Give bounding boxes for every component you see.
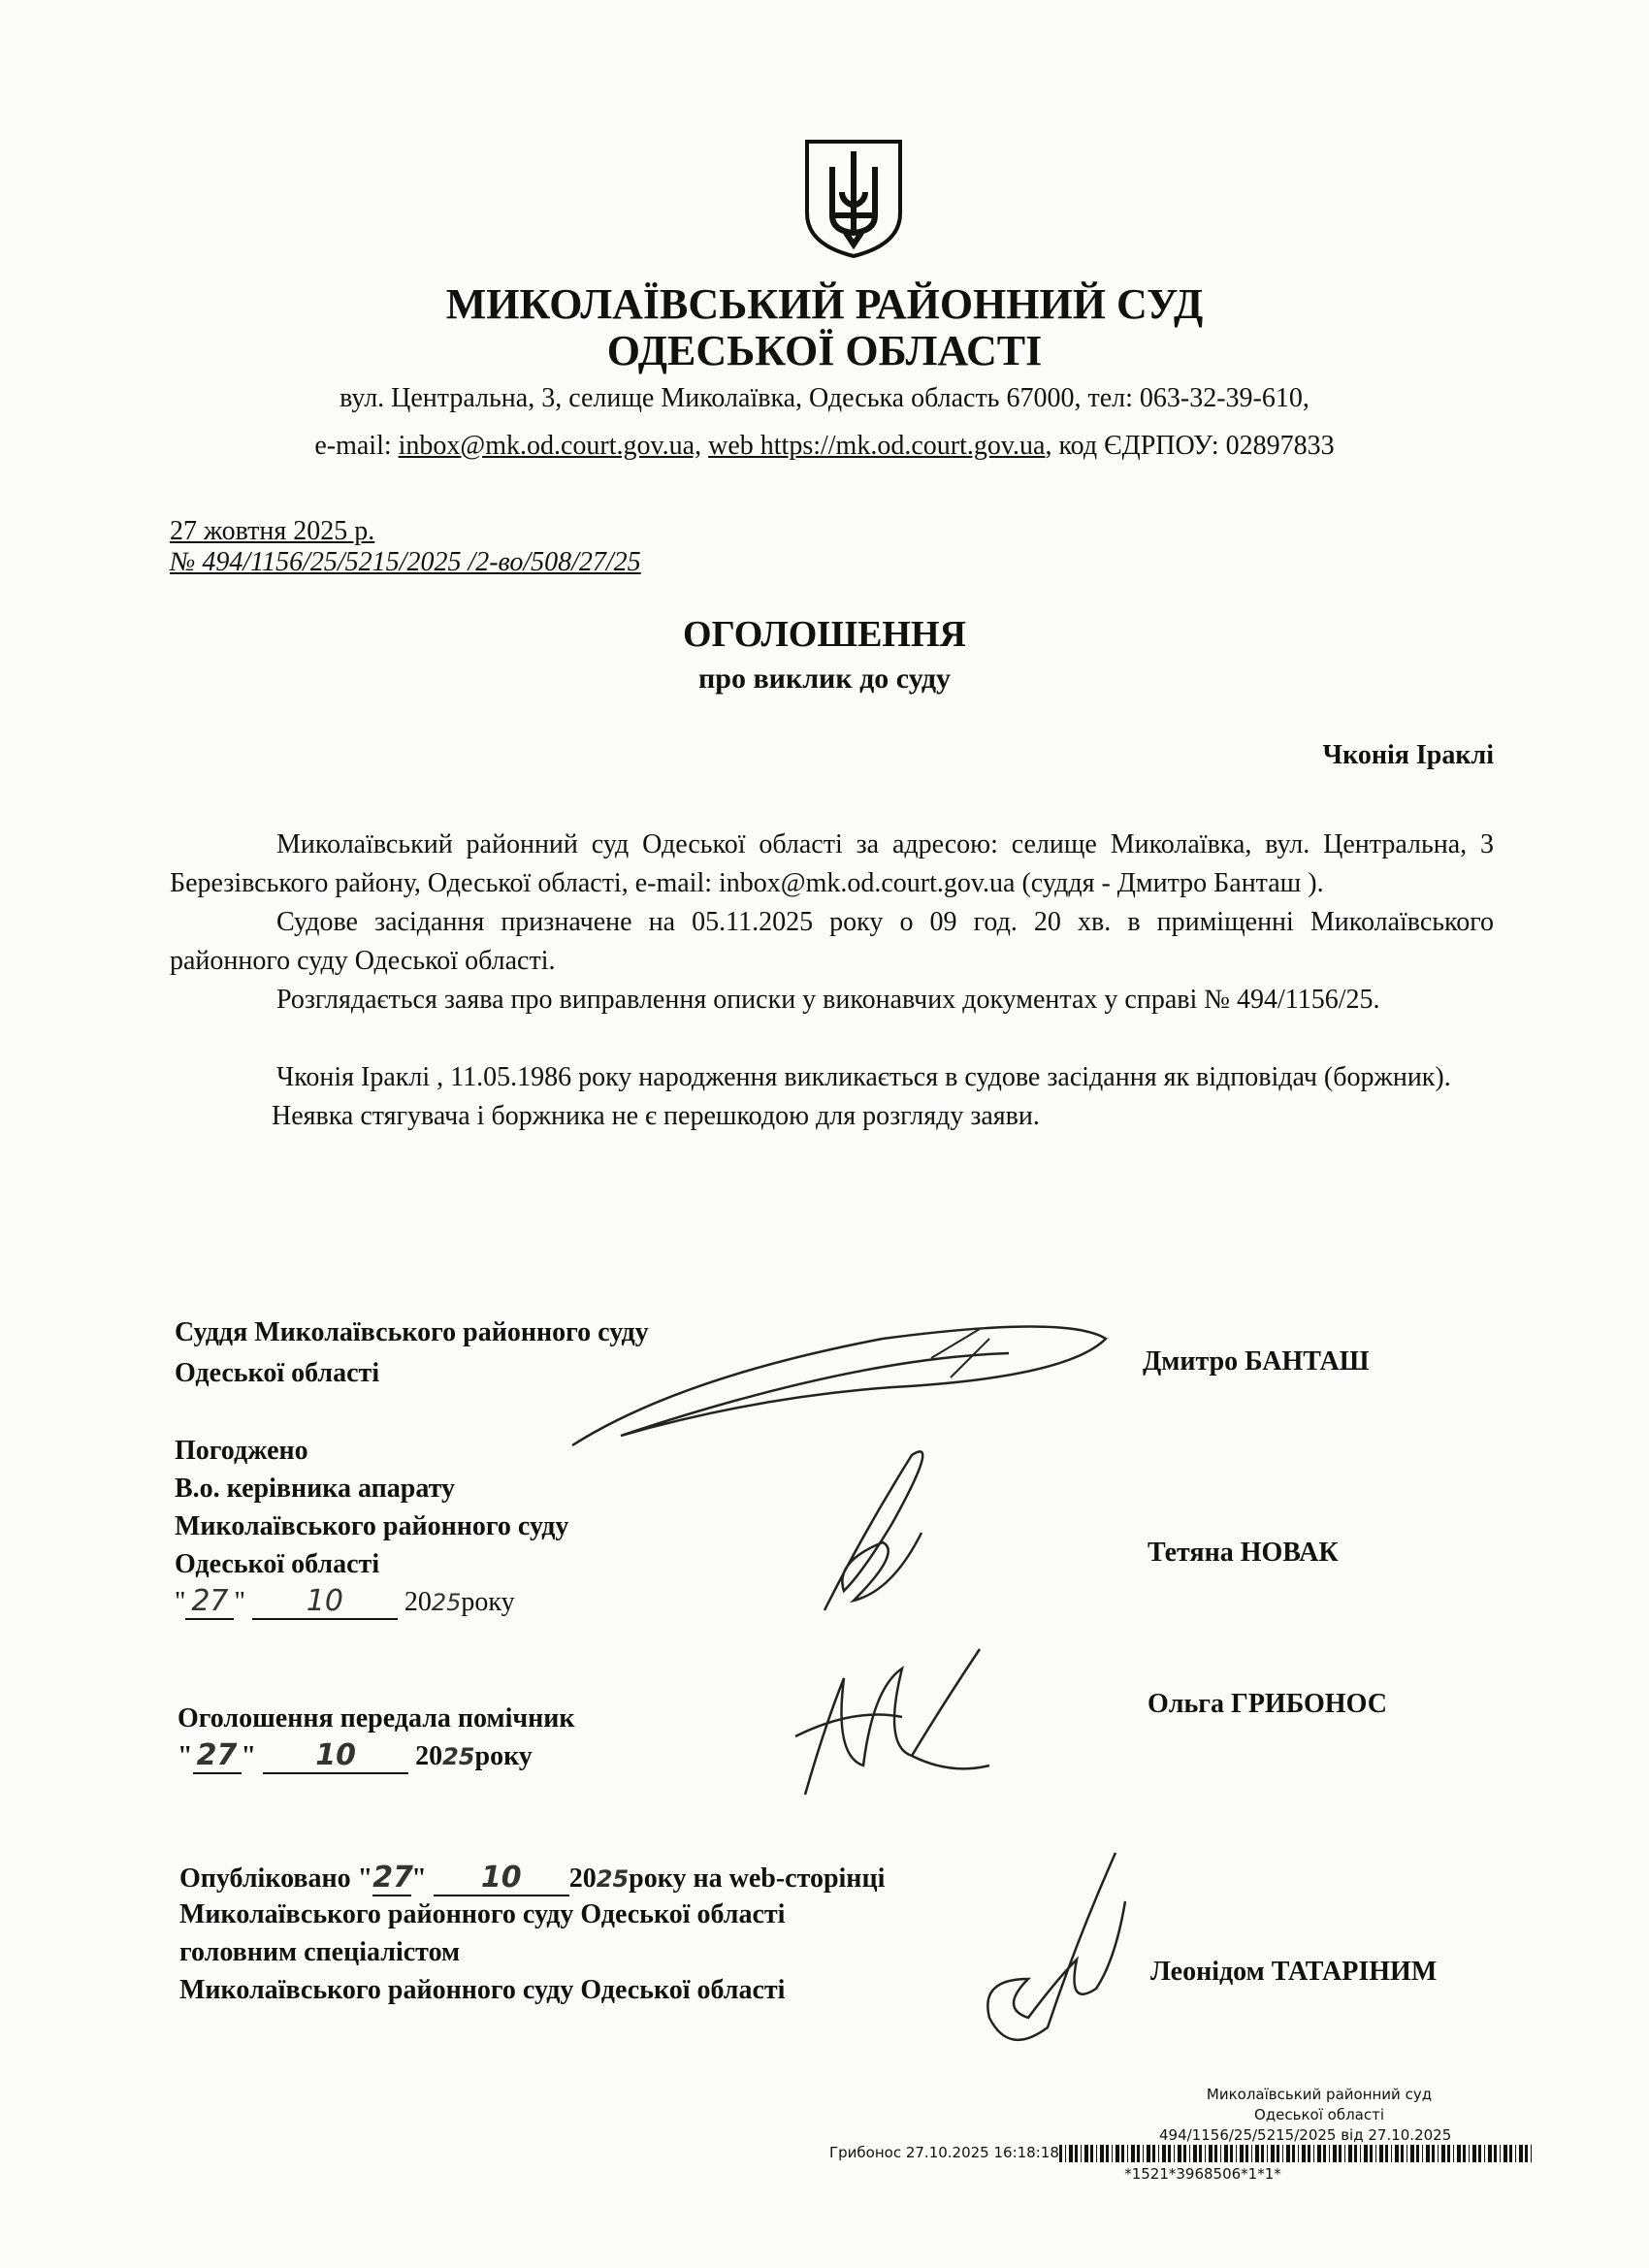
- announcement-body: [170, 826, 1494, 1136]
- document-number: № 494/1156/25/5215/2025 /2-во/508/27/25: [170, 547, 641, 577]
- published-line1: Опубліковано "27" 10 2025року на web-сторінці: [179, 1861, 886, 1895]
- roku-label: року: [461, 1587, 515, 1617]
- published-month: 10: [434, 1861, 569, 1896]
- court-name-line1: МИКОЛАЇВСЬКИЙ РАЙОННИЙ СУД: [445, 280, 1204, 328]
- signature-published: [970, 1843, 1135, 2057]
- web-link[interactable]: web https://mk.od.court.gov.ua: [708, 431, 1046, 461]
- addressee: Чконія Іраклі: [1322, 740, 1494, 770]
- year-prefix: 20: [415, 1741, 443, 1771]
- signature-judge: [563, 1319, 1145, 1455]
- published-year: 25: [596, 1865, 630, 1893]
- assistant-date: " 27 " 10 2025року: [178, 1738, 533, 1772]
- document-date: 27 жовтня 2025 р.: [170, 516, 375, 546]
- judge-title-line1: Суддя Миколаївського районного суду: [175, 1317, 649, 1347]
- signature-assistant: [776, 1630, 999, 1804]
- agreed-line3: Одеської області: [175, 1549, 380, 1579]
- court-name-line2: ОДЕСЬКОЇ ОБЛАСТІ: [606, 327, 1043, 374]
- signature-agreed: [805, 1445, 951, 1620]
- agreed-line2: Миколаївського районного суду: [175, 1511, 569, 1541]
- announcement-title: ОГОЛОШЕННЯ: [683, 614, 966, 655]
- published-label: Опубліковано: [179, 1863, 351, 1894]
- agreed-name: Тетяна НОВАК: [1148, 1538, 1339, 1568]
- stamp-user-time: [829, 2144, 1535, 2162]
- barcode-text: *1521*3968506*1*1*: [1124, 2165, 1281, 2183]
- assistant-day: 27: [193, 1738, 242, 1774]
- court-contacts: [0, 431, 1649, 462]
- assistant-name: Ольга ГРИБОНОС: [1148, 1689, 1387, 1719]
- assistant-year: 25: [442, 1743, 475, 1770]
- agreed-date: " 27 " 10 2025року: [175, 1584, 515, 1618]
- barcode: [1059, 2145, 1535, 2162]
- roku-label: року: [474, 1741, 533, 1771]
- published-day: 27: [372, 1861, 413, 1895]
- edrpou-code: , код ЄДРПОУ: 02897833: [1045, 431, 1335, 461]
- assistant-month: 10: [263, 1738, 408, 1774]
- announcement-subtitle: про виклик до суду: [697, 663, 952, 695]
- stamp-region: Одеської області: [1253, 2106, 1385, 2123]
- published-line2: Миколаївського районного суду Одеської області: [179, 1899, 786, 1929]
- email-link[interactable]: inbox@mk.od.court.gov.ua,: [398, 431, 702, 461]
- published-line4: Миколаївського районного суду Одеської області: [179, 1975, 786, 2005]
- paragraph-case-subject: Розглядається заява про виправлення описки у виконавчих документах у справі № 494/1156/25.: [276, 985, 1380, 1015]
- published-suffix: року на web-сторінці: [629, 1863, 886, 1894]
- coat-of-arms-icon: [803, 138, 904, 260]
- paragraph-court-info: Миколаївський районний суд Одеської області за адресою: селище Миколаївка, вул. Центральна, 3 Березівського району, Одеської області, e-mail: inbox@mk.od.court.gov.ua (суддя - Дмитро Банташ ).: [170, 829, 1494, 898]
- stamp-user-time-text: Грибонос 27.10.2025 16:18:18: [829, 2144, 1059, 2161]
- assistant-line: Оголошення передала помічник: [178, 1703, 575, 1733]
- judge-title-line2: Одеської області: [175, 1358, 380, 1388]
- agreed-month: 10: [252, 1584, 398, 1620]
- agreed-year: 25: [431, 1589, 462, 1616]
- email-label: e-mail:: [314, 431, 399, 461]
- year-prefix: 20: [404, 1587, 432, 1617]
- published-name: Леонідом ТАТАРІНИМ: [1150, 1957, 1438, 1987]
- stamp-court: Миколаївський районний суд: [1206, 2086, 1433, 2103]
- court-address: вул. Центральна, 3, селище Миколаївка, Одеська область 67000, тел: 063-32-39-610,: [340, 383, 1310, 413]
- judge-name: Дмитро БАНТАШ: [1143, 1346, 1370, 1377]
- stamp-case-number: 494/1156/25/5215/2025 від 27.10.2025: [1159, 2126, 1452, 2144]
- agreed-label: Погоджено: [175, 1436, 308, 1466]
- agreed-day: 27: [185, 1584, 234, 1620]
- paragraph-hearing-time: Судове засідання призначене на 05.11.2025 року о 09 год. 20 хв. в приміщенні Миколаївського районного суду Одеської області.: [170, 907, 1494, 976]
- paragraph-summoned: Чконія Іраклі , 11.05.1986 року народження викликається в судове засідання як відповідач (боржник).: [276, 1062, 1451, 1092]
- paragraph-absence: Неявка стягувача і боржника не є перешкодою для розгляду заяви.: [272, 1101, 1040, 1131]
- published-line3: головним спеціалістом: [179, 1937, 461, 1967]
- agreed-line1: В.о. керівника апарату: [175, 1474, 455, 1504]
- year-prefix: 20: [568, 1863, 597, 1894]
